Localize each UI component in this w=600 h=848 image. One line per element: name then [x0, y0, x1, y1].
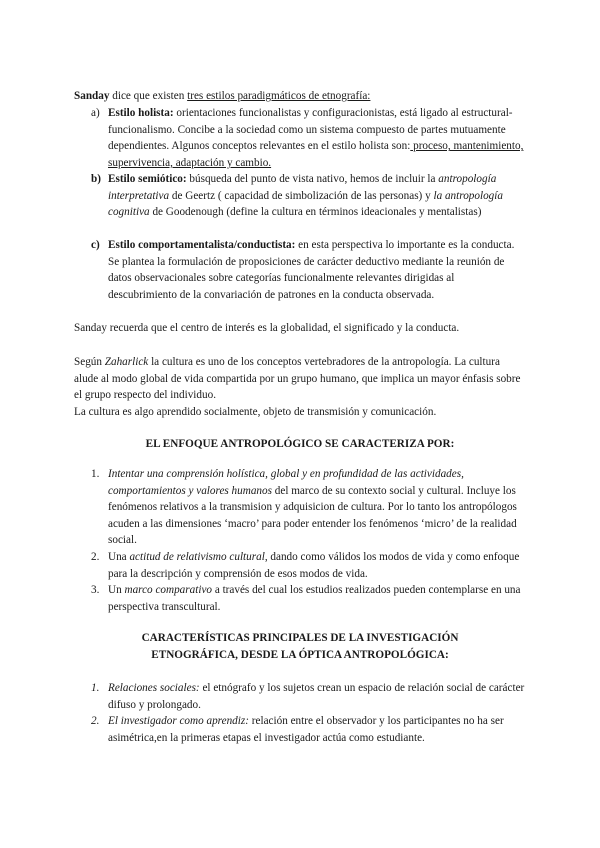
intro-underlined: tres estilos paradigmáticos de etnografía:	[187, 90, 371, 102]
style-semiotico-text-a: búsqueda del punto de vista nativo, hemos de incluir la	[186, 173, 439, 185]
intro-paragraph	[74, 88, 526, 105]
style-conductista-text: en esta perspectiva lo importante es la conducta. Se plantea la formulación de proposiciones de carácter deductivo mediante la reunión de datos observacionales sobre categorías funcionalmente relevantes dirigidas al descubrimiento de la convariación de patrones en la conducta observada.	[108, 239, 515, 301]
list2-item1-italic: Relaciones sociales:	[108, 682, 200, 694]
heading-enfoque: EL ENFOQUE ANTROPOLÓGICO SE CARACTERIZA POR:	[145, 438, 455, 450]
style-holista	[108, 105, 526, 171]
zaharlick-name: Zaharlick	[104, 356, 149, 368]
style-conductista	[108, 237, 526, 303]
zaharlick-text-a: Según	[74, 356, 105, 368]
intro-author: Sanday	[74, 90, 110, 102]
list1-item1-marker: 1.	[91, 468, 100, 480]
list2-item1-marker: 1.	[91, 682, 100, 694]
list1-item2-a: Una	[108, 551, 130, 563]
style-semiotico-text-b: de Geertz ( capacidad de simbolización de las personas) y	[169, 189, 434, 202]
style-semiotico-title: Estilo semiótico:	[108, 173, 187, 185]
style-semiotico-italic-a: antropología interpretativa	[108, 173, 497, 202]
list2-item2	[108, 713, 526, 746]
list1-item3-a: Un	[108, 584, 125, 596]
style-semiotico	[108, 171, 526, 221]
list2-item2-text: relación entre el observador y los participantes no ha ser asimétrica,en la primeras etapas el investigador actúa como estudiante.	[108, 715, 504, 744]
intro-text: dice que existen	[109, 90, 188, 102]
list2-item2-italic: El investigador como aprendiz:	[108, 715, 249, 727]
style-a-marker: a)	[91, 107, 100, 119]
list2-item2-marker: 2.	[91, 715, 100, 727]
zaharlick-paragraph	[74, 354, 526, 404]
style-c-marker: c)	[91, 239, 100, 251]
style-holista-text: orientaciones funcionalistas y configuracionistas, está ligado al estructural-funcionalismo. Concibe a la sociedad como un sistema compuesto de partes mutuamente dependientes. Algunos conceptos relevantes en el estilo holista son:	[108, 107, 513, 153]
style-semiotico-italic-b: la antropología cognitiva	[108, 189, 503, 219]
list1-item3-marker: 3.	[91, 584, 100, 596]
sanday-paragraph: Sanday recuerda que el centro de interés es la globalidad, el significado y la conducta.	[74, 322, 460, 334]
culture-paragraph: La cultura es algo aprendido socialmente, objeto de transmisión y comunicación.	[74, 406, 437, 418]
list1-item2-b: , dando como válidos los modos de vida y como enfoque para la descripción y comprensión de esos modos de vida.	[108, 551, 520, 580]
heading-caracteristicas: CARACTERÍSTICAS PRINCIPALES DE LA INVESTIGACIÓN ETNOGRÁFICA, DESDE LA ÓPTICA ANTROPOLÓGICA:	[141, 632, 459, 661]
style-conductista-title: Estilo comportamentalista/conductista:	[108, 239, 296, 251]
list2-item1-text: el etnógrafo y los sujetos crean un espacio de relación social de carácter difuso y prolongado.	[108, 682, 525, 711]
list1-item1-italic: Intentar una comprensión holística, global y en profundidad de las actividades, comportamientos y valores humanos	[108, 468, 464, 497]
list1-item3	[108, 582, 526, 615]
style-semiotico-text-c: de Goodenough (define la cultura en términos ideacionales y mentalistas)	[149, 206, 482, 219]
style-holista-underlined: proceso, mantenimiento, supervivencia, adaptación y cambio.	[108, 140, 524, 169]
list1-item3-b: a través del cual los estudios realizados pueden contemplarse en una perspectiva transcultural.	[108, 584, 521, 613]
list1-item2-italic: actitud de relativismo cultural	[129, 551, 265, 563]
list1-item1-text: del marco de su contexto social y cultural. Incluye los fenómenos relativos a la transmision y adquisicion de cultura. Por lo tanto los antropólogos acuden a las dimensiones ‘macro’ para poder entender los fenómenos ‘micro’ de la realidad social.	[108, 484, 517, 547]
list1-item1	[108, 466, 526, 549]
style-b-marker: b)	[91, 173, 101, 185]
list2-item1	[108, 680, 526, 713]
list1-item2	[108, 549, 526, 582]
zaharlick-text-b: la cultura es uno de los conceptos vertebradores de la antropología. La cultura alude al modo global de vida compartida por un grupo humano, que implica un mayor énfasis sobre el grupo respecto del individuo.	[74, 356, 521, 402]
list1-item2-marker: 2.	[91, 551, 100, 563]
style-holista-title: Estilo holista:	[108, 107, 174, 119]
list1-item3-italic: marco comparativo	[124, 584, 213, 596]
